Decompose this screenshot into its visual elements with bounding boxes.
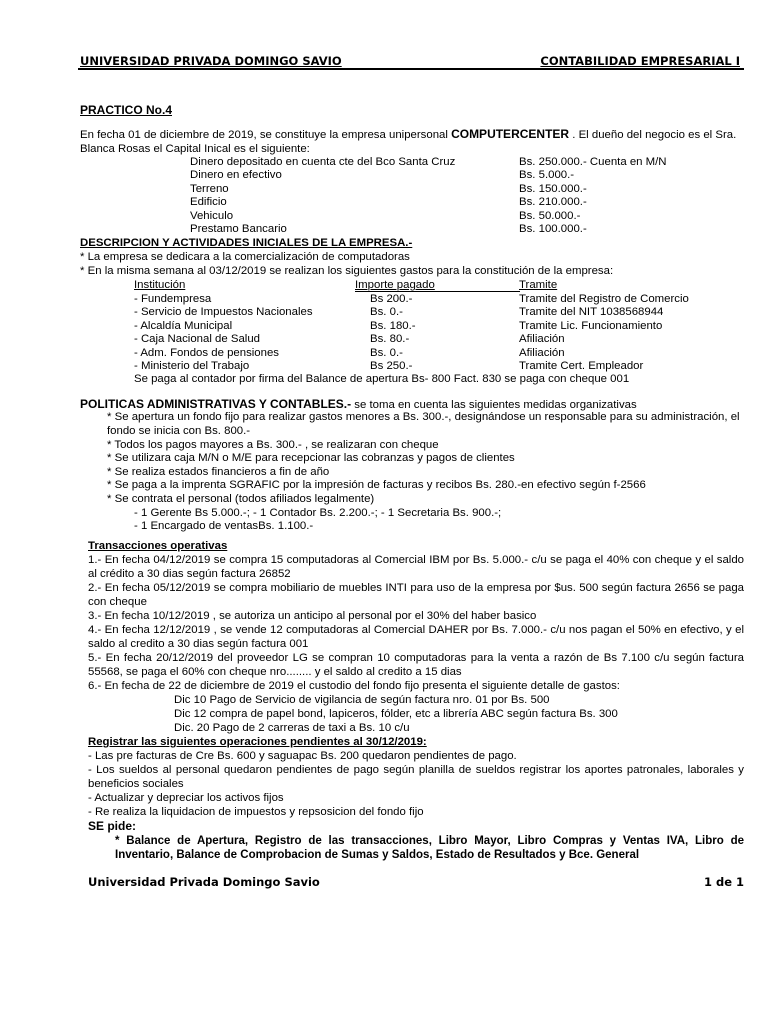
table-header-rule: [355, 291, 520, 292]
gasto-line: Dic 10 Pago de Servicio de vigilancia de según factura nro. 01 por Bs. 500: [174, 694, 550, 706]
politicas-heading: POLITICAS ADMINISTRATIVAS Y CONTABLES.-: [80, 397, 352, 411]
capital-item: Dinero depositado en cuenta cte del Bco Santa Cruz: [190, 156, 456, 168]
pendientes-heading: Registrar las siguientes operaciones pendientes al 30/12/2019:: [88, 736, 427, 748]
intro-post: . El dueño del negocio es el Sra. Blanca Rosas el Capital Inical es el siguiente:: [80, 129, 737, 155]
table-cell: Afiliación: [519, 347, 565, 359]
capital-amount: Bs. 250.000.- Cuenta en M/N: [519, 156, 667, 168]
transaccion-item: 2.- En fecha 05/12/2019 se compra mobiliario de muebles INTI para uso de la empresa por $us. 500 según factura 2656 se paga con cheque: [88, 582, 744, 608]
descripcion-line: * La empresa se dedicara a la comercialización de computadoras: [80, 251, 410, 263]
table-cell: - Alcaldía Municipal: [134, 320, 233, 332]
header-divider: [78, 68, 744, 70]
table-cell: Bs 200.-: [370, 293, 413, 305]
table-cell: Tramite Cert. Empleador: [519, 360, 644, 372]
table-header-importe: Importe pagado: [355, 279, 435, 291]
table-cell: - Adm. Fondos de pensiones: [134, 347, 280, 359]
capital-item: Terreno: [190, 183, 229, 195]
capital-amount: Bs. 100.000.-: [519, 223, 587, 235]
gasto-line: Dic. 20 Pago de 2 carreras de taxi a Bs. 10 c/u: [174, 722, 410, 734]
personal-line: - 1 Encargado de ventasBs. 1.100.-: [134, 520, 314, 532]
descripcion-heading: DESCRIPCION Y ACTIVIDADES INICIALES DE LA EMPRESA.-: [80, 237, 413, 249]
pendiente-item: - Las pre facturas de Cre Bs. 600 y saguapac Bs. 200 quedaron pendientes de pago.: [88, 750, 517, 762]
page-title: PRACTICO No.4: [80, 103, 173, 117]
intro-company: COMPUTERCENTER: [451, 127, 570, 141]
table-cell: Bs. 180.-: [370, 320, 416, 332]
capital-item: Edificio: [190, 196, 227, 208]
table-cell: Bs. 0.-: [370, 347, 403, 359]
header-university: UNIVERSIDAD PRIVADA DOMINGO SAVIO: [80, 54, 342, 68]
gasto-line: Dic 12 compra de papel bond, lapiceros, fólder, etc a librería ABC según factura Bs. 300: [174, 708, 618, 720]
table-cell: Bs 250.-: [370, 360, 413, 372]
politica-item: * Se contrata el personal (todos afiliados legalmente): [107, 493, 375, 505]
politica-item: * Se utilizara caja M/N o M/E para recepcionar las cobranzas y pagos de clientes: [107, 452, 515, 464]
table-cell: Tramite del NIT 1038568944: [519, 306, 664, 318]
politica-item: * Se paga a la imprenta SGRAFIC por la impresión de facturas y recibos Bs. 280.-en efectivo según f-2566: [107, 479, 646, 491]
transaccion-item: 4.- En fecha 12/12/2019 , se vende 12 computadoras al Comercial DAHER por Bs. 7.000.- c/u nos pagan el 50% en efectivo, y el saldo al credito a 30 dias según factura 001: [88, 624, 744, 650]
table-cell: Bs. 0.-: [370, 306, 403, 318]
capital-item: Dinero en efectivo: [190, 169, 282, 181]
transaccion-item: 5.- En fecha 20/12/2019 del proveedor LG se compran 10 computadoras para la venta a razón de Bs 7.100 c/u según factura 55568, se paga el 60% con cheque nro........ y el saldo al credito a 15 dias: [88, 652, 744, 678]
capital-amount: Bs. 50.000.-: [519, 210, 581, 222]
transaccion-item: 3.- En fecha 10/12/2019 , se autoriza un anticipo al personal por el 30% del haber basico: [88, 610, 537, 622]
intro-paragraph: [80, 128, 744, 156]
capital-amount: Bs. 150.000.-: [519, 183, 587, 195]
transacciones-heading: Transacciones operativas: [88, 540, 228, 552]
capital-amount: Bs. 5.000.-: [519, 169, 575, 181]
descripcion-line: * En la misma semana al 03/12/2019 se realizan los siguientes gastos para la constitución de la empresa:: [80, 265, 614, 277]
header-course: CONTABILIDAD EMPRESARIAL I: [540, 54, 740, 68]
table-header-tramite: Tramite: [519, 279, 558, 291]
footer-university: Universidad Privada Domingo Savio: [88, 875, 320, 889]
table-cell: Bs. 80.-: [370, 333, 410, 345]
contador-line: Se paga al contador por firma del Balance de apertura Bs- 800 Fact. 830 se paga con cheque 001: [134, 373, 630, 385]
se-pide-heading: SE pide:: [88, 819, 137, 833]
page-number: 1 de 1: [703, 875, 744, 889]
politica-item: * Se apertura un fondo fijo para realizar gastos menores a Bs. 300.-, designándose un responsable para su administración, el fondo se inicia con Bs. 800.-: [107, 411, 740, 437]
table-cell: - Ministerio del Trabajo: [134, 360, 250, 372]
politica-item: * Todos los pagos mayores a Bs. 300.- , se realizaran con cheque: [107, 439, 439, 451]
personal-line: - 1 Gerente Bs 5.000.-; - 1 Contador Bs. 2.200.-; - 1 Secretaria Bs. 900.-;: [134, 507, 502, 519]
capital-item: Prestamo Bancario: [190, 223, 287, 235]
table-cell: - Servicio de Impuestos Nacionales: [134, 306, 313, 318]
pendiente-item: - Los sueldos al personal quedaron pendientes de pago según planilla de sueldos registrar los aportes patronales, laborales y beneficios sociales: [88, 764, 744, 790]
se-pide-text: * Balance de Apertura, Registro de las transacciones, Libro Mayor, Libro Compras y Ventas IVA, Libro de Inventario, Balance de Comprobacion de Sumas y Saldos, Estado de Resultados y Bce. General: [115, 835, 744, 861]
table-cell: Tramite del Registro de Comercio: [519, 293, 689, 305]
transaccion-item: 6.- En fecha de 22 de diciembre de 2019 el custodio del fondo fijo presenta el siguiente detalle de gastos:: [88, 680, 620, 692]
table-cell: - Fundempresa: [134, 293, 212, 305]
table-header-institucion: Institución: [134, 279, 186, 291]
capital-amount: Bs. 210.000.-: [519, 196, 587, 208]
transaccion-item: 1.- En fecha 04/12/2019 se compra 15 computadoras al Comercial IBM por Bs. 5.000.- c/u se paga el 40% con cheque y el saldo al crédito a 30 dias según factura 26852: [88, 554, 744, 580]
intro-pre: En fecha 01 de diciembre de 2019, se constituye la empresa unipersonal: [80, 129, 452, 141]
politica-item: * Se realiza estados financieros a fin de año: [107, 466, 330, 478]
table-cell: - Caja Nacional de Salud: [134, 333, 261, 345]
capital-item: Vehiculo: [190, 210, 234, 222]
pendiente-item: - Re realiza la liquidacion de impuestos y repsosicion del fondo fijo: [88, 806, 424, 818]
table-cell: Afiliación: [519, 333, 565, 345]
pendiente-item: - Actualizar y depreciar los activos fijos: [88, 792, 284, 804]
politicas-heading-line: [80, 398, 637, 412]
table-cell: Tramite Lic. Funcionamiento: [519, 320, 663, 332]
politicas-heading-rest: se toma en cuenta las siguientes medidas organizativas: [351, 399, 637, 411]
